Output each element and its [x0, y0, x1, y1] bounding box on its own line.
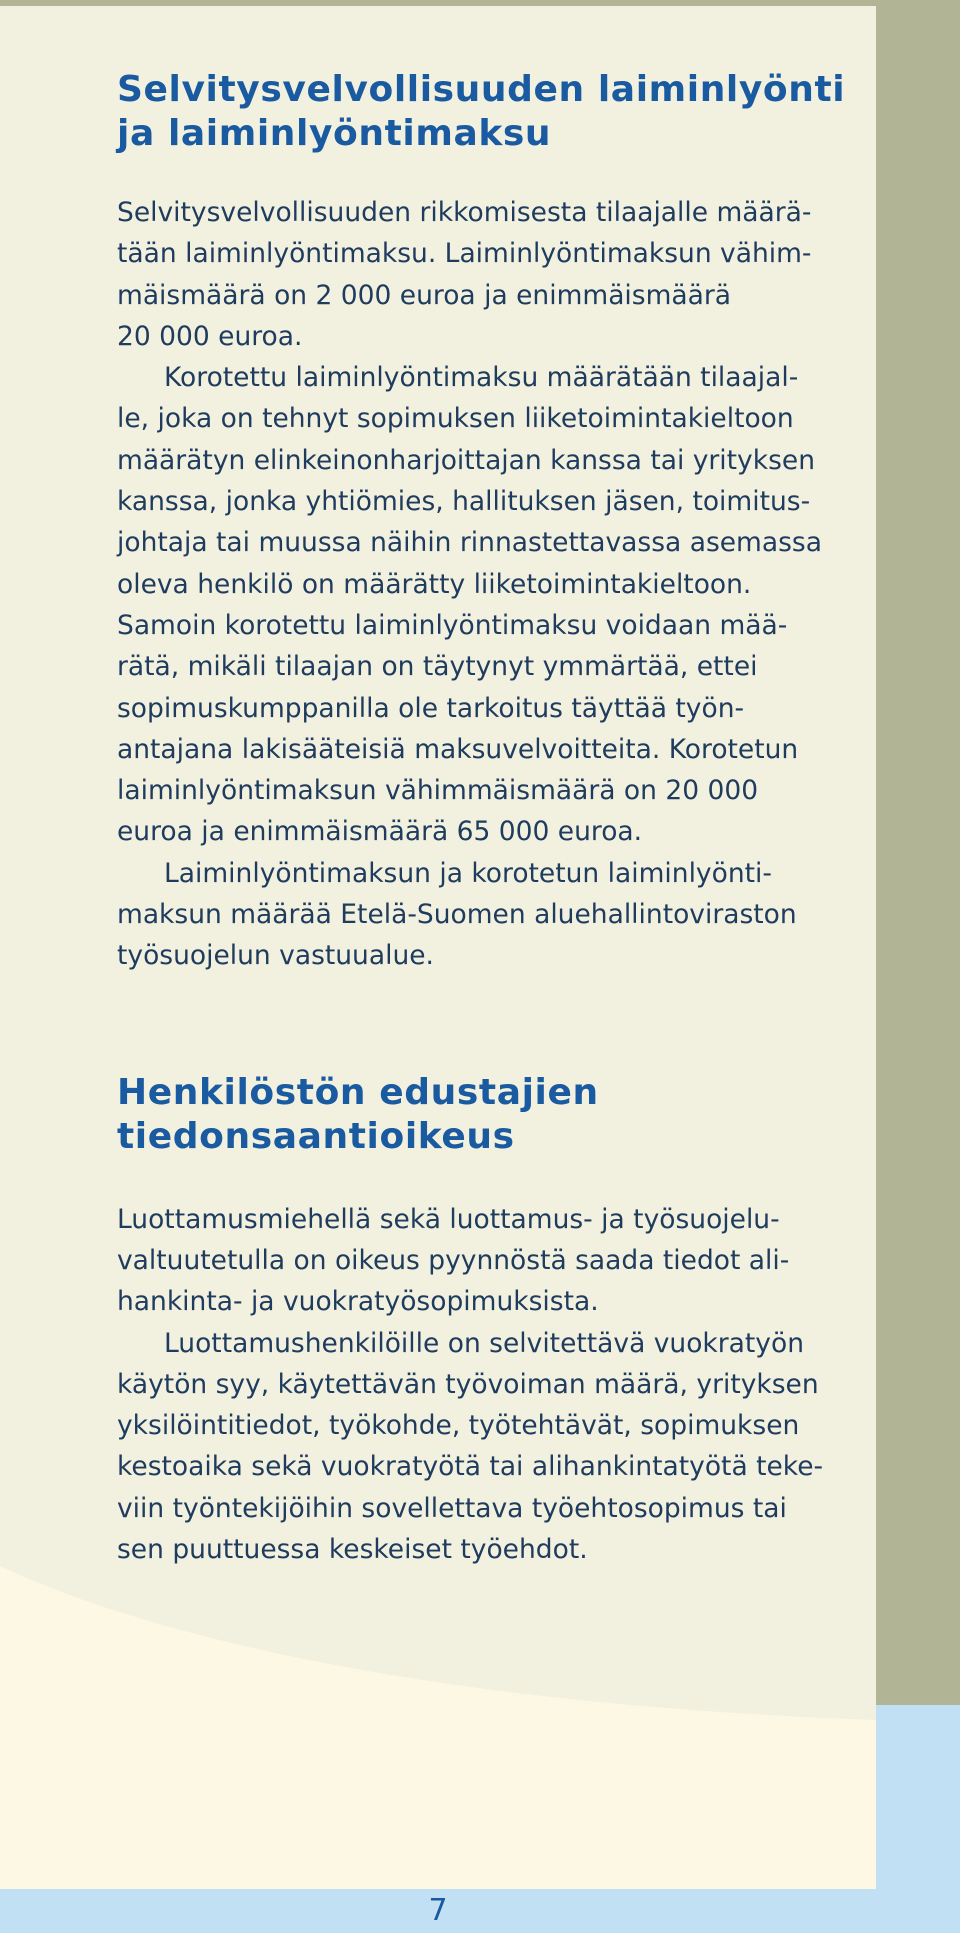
- page-number: 7: [428, 1893, 448, 1928]
- paragraph-line: yksilöintitiedot, työkohde, työtehtävät, sopimuksen: [117, 1410, 800, 1442]
- paragraph-line: Samoin korotettu laiminlyöntimaksu voidaan mää-: [117, 609, 788, 641]
- paragraph-line: sopimuskumppanilla ole tarkoitus täyttää työn-: [117, 692, 745, 724]
- paragraph-line: sen puuttuessa keskeiset työehdot.: [117, 1534, 588, 1566]
- paragraph-line: johtaja tai muussa näihin rinnastettavassa asemassa: [117, 527, 822, 559]
- page-content: [117, 68, 853, 1570]
- heading-line: Henkilöstön edustajien: [117, 1071, 599, 1113]
- paragraph-line: kestoaika sekä vuokratyötä tai alihankintatyötä teke-: [117, 1451, 824, 1483]
- paragraph-line: maksun määrää Etelä-Suomen aluehallintoviraston: [117, 899, 797, 931]
- paragraph-line: viin työntekijöihin sovellettava työehtosopimus tai: [117, 1492, 787, 1524]
- paragraph-line: kanssa, jonka yhtiömies, hallituksen jäsen, toimitus-: [117, 486, 811, 518]
- paragraph-line: rätä, mikäli tilaajan on täytynyt ymmärtää, ettei: [117, 651, 758, 683]
- section-heading: [117, 68, 853, 156]
- paragraph-line: määrätyn elinkeinonharjoittajan kanssa tai yrityksen: [117, 444, 815, 476]
- heading-line: tiedonsaantioikeus: [117, 1115, 515, 1157]
- paragraph-line: Korotettu laiminlyöntimaksu määrätään tilaajal-: [164, 362, 799, 394]
- section-selvitysvelvollisuus: [117, 68, 853, 977]
- paragraph-line: hankinta- ja vuokratyösopimuksista.: [117, 1286, 599, 1318]
- paragraph-line: laiminlyöntimaksun vähimmäismäärä on 20 000: [117, 775, 759, 807]
- heading-line: ja laiminlyöntimaksu: [117, 113, 552, 154]
- heading-line: Selvitysvelvollisuuden laiminlyönti: [117, 69, 846, 110]
- paragraph-line: Luottamusmiehellä sekä luottamus- ja työsuojelu-: [117, 1203, 780, 1235]
- paragraph-line: Laiminlyöntimaksun ja korotetun laiminlyönti-: [164, 857, 772, 889]
- section-tiedonsaantioikeus: [117, 1071, 853, 1571]
- paragraph-line: Luottamushenkilöille on selvitettävä vuokratyön: [164, 1327, 804, 1359]
- paragraph-line: työsuojelun vastuualue.: [117, 940, 434, 972]
- paragraph-line: mäismäärä on 2 000 euroa ja enimmäismäärä: [117, 279, 732, 311]
- paragraph-line: valtuutetulla on oikeus pyynnöstä saada tiedot ali-: [117, 1244, 790, 1276]
- paragraph-line: Selvitysvelvollisuuden rikkomisesta tilaajalle määrä-: [117, 197, 812, 228]
- paragraph-line: le, joka on tehnyt sopimuksen liiketoimintakieltoon: [117, 403, 794, 435]
- paragraph-line: tään laiminlyöntimaksu. Laiminlyöntimaksun vähim-: [117, 238, 812, 270]
- paragraph-line: euroa ja enimmäismäärä 65 000 euroa.: [117, 816, 643, 848]
- paragraph-line: antajana lakisääteisiä maksuvelvoitteita. Korotetun: [117, 733, 799, 765]
- section-heading: [117, 1071, 853, 1159]
- document-page: [0, 6, 876, 1889]
- paragraph-line: käytön syy, käytettävän työvoiman määrä, yrityksen: [117, 1368, 819, 1400]
- paragraph-line: 20 000 euroa.: [117, 320, 303, 352]
- paragraph-line: oleva henkilö on määrätty liiketoimintakieltoon.: [117, 568, 752, 600]
